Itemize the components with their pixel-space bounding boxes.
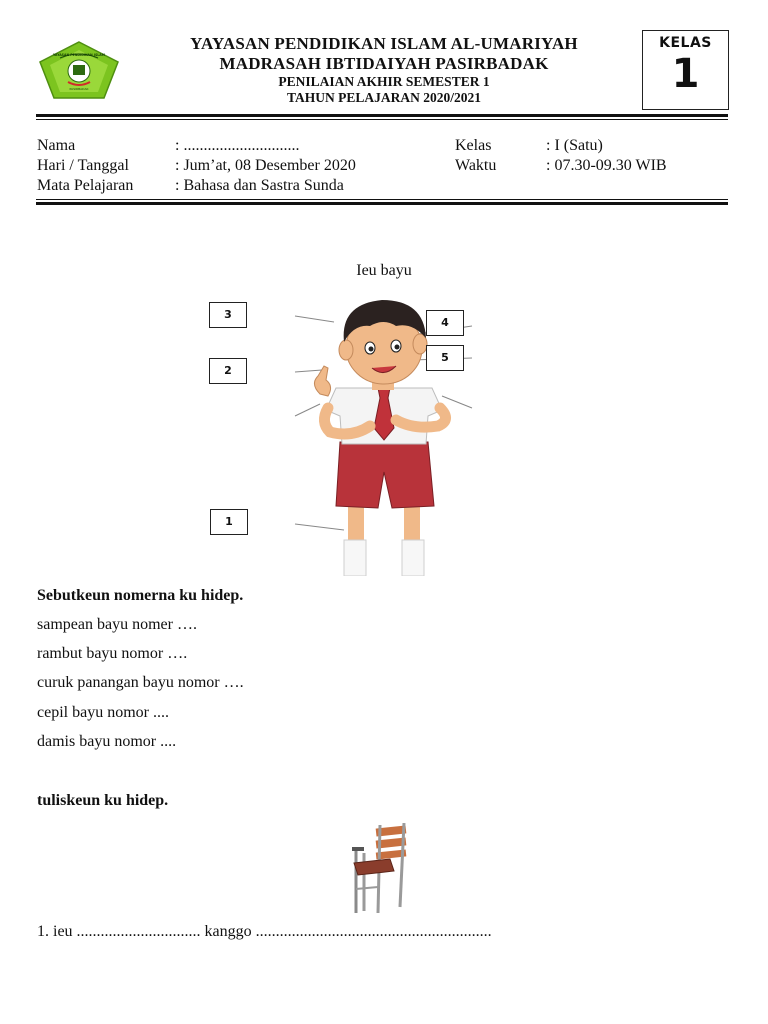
question-line: sampean bayu nomer …. — [37, 616, 197, 633]
label-box-5: 5 — [426, 345, 464, 371]
mapel-value: : Bahasa dan Sastra Sunda — [175, 177, 344, 194]
header-school: MADRASAH IBTIDAIYAH PASIRBADAK — [219, 54, 549, 73]
header-foundation: YAYASAN PENDIDIKAN ISLAM AL-UMARIYAH — [190, 34, 578, 53]
label-box-3: 3 — [209, 302, 247, 328]
label-box-4: 4 — [426, 310, 464, 336]
header-year: TAHUN PELAJARAN 2020/2021 — [286, 90, 481, 105]
waktu-value: : 07.30-09.30 WIB — [546, 157, 667, 174]
mapel-label: Mata Pelajaran — [37, 177, 134, 194]
chair-illustration — [350, 823, 412, 915]
waktu-label: Waktu — [455, 157, 497, 174]
label-box-2: 2 — [209, 358, 247, 384]
hari-label: Hari / Tanggal — [37, 157, 129, 174]
label-box-1: 1 — [210, 509, 248, 535]
kelas-label: Kelas — [455, 137, 492, 154]
question-line: curuk panangan bayu nomor …. — [37, 674, 244, 691]
kelas-box-label: KELAS — [659, 35, 712, 51]
fill-in-line[interactable]: 1. ieu ............................... kanggo ........................................................... — [37, 923, 492, 940]
question-line: rambut bayu nomor …. — [37, 645, 188, 662]
nama-value[interactable]: : ............................. — [175, 137, 300, 154]
question-line: damis bayu nomor .... — [37, 733, 177, 750]
kelas-box — [642, 30, 729, 110]
info-rule — [36, 202, 728, 205]
header-rule — [36, 114, 728, 117]
header-rule-thin — [36, 119, 728, 120]
nama-label: Nama — [37, 137, 76, 154]
logo-text-top: YAYASAN PENDIDIKAN ISLAM — [53, 53, 105, 57]
header-exam: PENILAIAN AKHIR SEMESTER 1 — [278, 74, 490, 89]
question-line: cepil bayu nomor .... — [37, 704, 169, 721]
section1-title: Sebutkeun nomerna ku hidep. — [37, 587, 244, 604]
logo-text-bottom: PASIRBADAK — [69, 87, 89, 91]
figure-caption: Ieu bayu — [356, 262, 412, 279]
kelas-value: : I (Satu) — [546, 137, 603, 154]
info-rule-thin — [36, 199, 728, 200]
section2-title: tuliskeun ku hidep. — [37, 792, 169, 809]
kelas-box-number: 1 — [671, 51, 700, 97]
hari-value: : Jum’at, 08 Desember 2020 — [175, 157, 356, 174]
